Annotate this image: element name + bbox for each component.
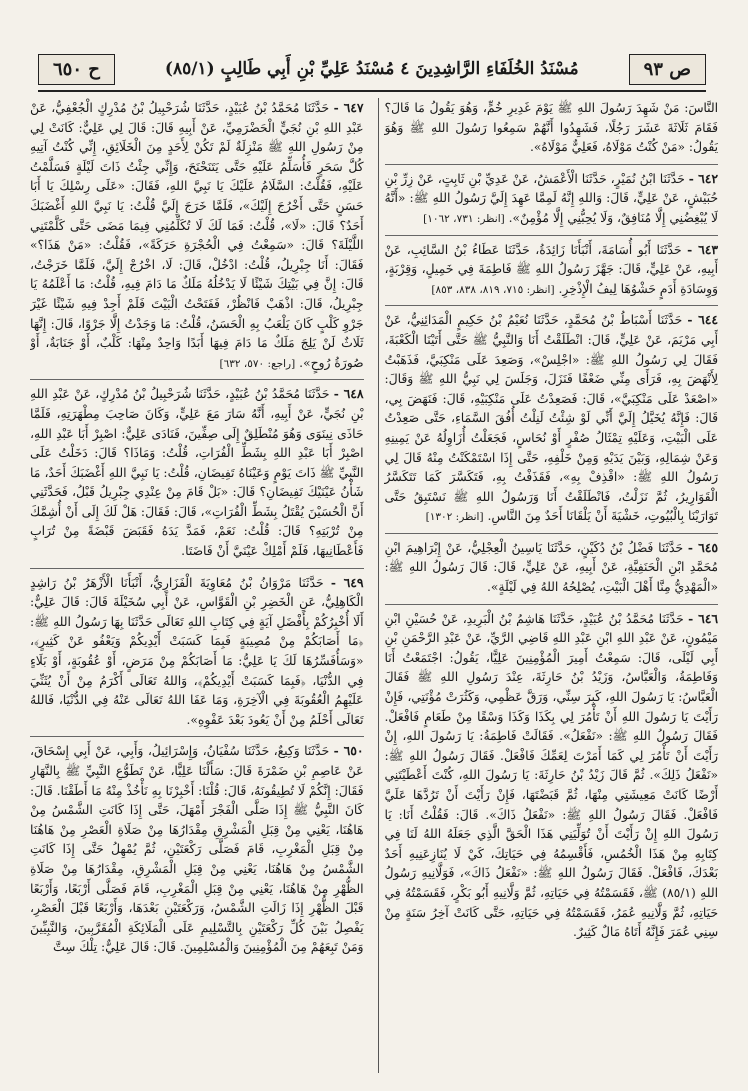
- running-title: مُسْنَدُ الخُلَفَاءِ الرَّاشِدِينَ ٤ مُسْنَدُ عَلِيِّ بْنِ أَبِي طَالِبٍ (٨٥/١): [164, 59, 579, 79]
- hadith-number: ٦٤٥ -: [687, 539, 718, 555]
- hadith-number: ٦٥٠ -: [333, 743, 364, 759]
- hadith-paragraph: [385, 235, 719, 301]
- right-column: [378, 98, 719, 1073]
- hadith-paragraph: [30, 98, 364, 374]
- hadith-text: حَدَّثَنَا ابْنُ نُمَيْرٍ، حَدَّثَنَا الْأَعْمَشُ، عَنْ عَدِيِّ بْنِ ثَابِتٍ، عَنْ زِرِّ بْنِ حُبَيْشٍ، عَنْ عَلِيٍّ، قَالَ: وَاللهِ إِنَّهُ لَمِمَّا عَهِدَ إِلَيَّ رَسُولُ اللهِ ﷺ: «أَنَّهُ لَا يُبْغِضُنِي إِلَّا مُنَافِقٌ، وَلَا يُحِبُّنِي إِلَّا مُؤْمِنٌ».: [384, 171, 718, 225]
- hadith-text: حَدَّثَنَا وَكِيعٌ، حَدَّثَنَا سُفْيَانُ، وَإِسْرَائِيلُ، وَأَبِي، عَنْ أَبِي إِسْحَاقَ، عَنْ عَاصِمِ بْنِ ضَمْرَةَ قَالَ: سَأَلْنَا عَلِيًّا، عَنْ تَطَوُّعِ النَّبِيِّ ﷺ بِالنَّهَارِ فَقَالَ: إِنَّكُمْ لَا تُطِيقُونَهُ، قَالَ: قُلْنَا: أَخْبِرْنَا بِهِ نَأْخُذْ مِنْهُ مَا أَطَقْنَا. قَالَ: كَانَ النَّبِيُّ ﷺ إِذَا صَلَّى الْفَجْرَ أَمْهَلَ، حَتَّى إِذَا كَانَتِ الشَّمْسُ مِنْ هَاهُنَا، يَعْنِي مِنْ قِبَلِ الْمَشْرِقِ مِقْدَارُهَا مِنْ صَلَاةِ الْعَصْرِ مِنْ هَاهُنَا مِنْ قِبَلِ الْمَغْرِبِ، قَامَ فَصَلَّى رَكْعَتَيْنِ، ثُمَّ يُمْهِلُ حَتَّى إِذَا كَانَتِ الشَّمْسُ مِنْ هَاهُنَا، يَعْنِي مِنْ قِبَلِ الْمَشْرِقِ، مِقْدَارُهَا مِنْ صَلَاةِ الظُّهْرِ مِنْ هَاهُنَا، يَعْنِي مِنْ قِبَلِ الْمَغْرِبِ، قَامَ فَصَلَّى أَرْبَعًا، وَأَرْبَعًا قَبْلَ الظُّهْرِ إِذَا زَالَتِ الشَّمْسُ، وَرَكْعَتَيْنِ بَعْدَهَا، وَأَرْبَعًا قَبْلَ الْعَصْرِ، يَفْصِلُ بَيْنَ كُلِّ رَكْعَتَيْنِ بِالتَّسْلِيمِ عَلَى الْمَلَائِكَةِ الْمُقَرَّبِينَ، وَالنَّبِيِّينَ وَمَنْ تَبِعَهُمْ مِنَ الْمُؤْمِنِينَ وَالْمُسْلِمِينَ. قَالَ: قَالَ عَلِيٌّ: تِلْكَ سِتَّ: [30, 744, 364, 955]
- hadith-number: ٦٤٩ -: [330, 574, 364, 590]
- hadith-number: ٦٤٣ -: [687, 241, 718, 257]
- hadith-paragraph: [30, 379, 364, 562]
- hadith-paragraph: [30, 568, 364, 732]
- hadith-number: ٦٤٢ -: [688, 170, 718, 186]
- hadith-text: حَدَّثَنَا فَضْلُ بْنُ دُكَيْنٍ، حَدَّثَنَا يَاسِينُ الْعِجْلِيُّ، عَنْ إِبْرَاهِيمَ ابْنِ مُحَمَّدِ ابْنِ الْحَنَفِيَّةِ، عَنْ أَبِيهِ، عَنْ عَلِيٍّ، قَالَ: قَالَ رَسُولُ اللهِ ﷺ: «الْمَهْدِيُّ مِنَّا أَهْلَ الْبَيْتِ، يُصْلِحُهُ اللهُ فِي لَيْلَةٍ».: [384, 540, 718, 595]
- hadith-text: حَدَّثَنَا أَبُو أُسَامَةَ، أَنْبَأَنَا زَائِدَةُ، حَدَّثَنَا عَطَاءُ بْنُ السَّائِبِ، عَنْ أَبِيهِ، عَنْ عَلِيٍّ، قَالَ: جَهَّزَ رَسُولُ اللهِ ﷺ فَاطِمَةَ فِي خَمِيلٍ، وَقِرْبَةٍ، وَوِسَادَةِ أَدَمٍ حَشْوُهَا لِيفُ الْإِذْخِرِ.: [384, 242, 718, 296]
- hadith-text: حَدَّثَنَا مُحَمَّدُ بْنُ عُبَيْدٍ، حَدَّثَنَا شُرَحْبِيلُ بْنُ مُدْرِكٍ الْجُعْفِيُّ، عَنْ عَبْدِ اللهِ بْنِ نُجَيٍّ الْحَضْرَمِيِّ، عَنْ أَبِيهِ قَالَ: قَالَ لِي عَلِيٌّ: كَانَتْ لِي مِنْ رَسُولِ اللهِ ﷺ مَنْزِلَةٌ لَمْ تَكُنْ لِأَحَدٍ مِنَ الْخَلَائِقِ، إِنِّي كُنْتُ آتِيهِ كُلَّ سَحَرٍ فَأُسَلِّمُ عَلَيْهِ حَتَّى يَتَنَحْنَحَ، وَإِنِّي جِئْتُ ذَاتَ لَيْلَةٍ فَسَلَّمْتُ عَلَيْهِ، فَقُلْتُ: السَّلَامُ عَلَيْكَ يَا نَبِيَّ اللهِ، فَقَالَ: «عَلَى رِسْلِكَ يَا أَبَا حَسَنٍ حَتَّى أَخْرُجَ إِلَيْكَ»، فَلَمَّا خَرَجَ إِلَيَّ قُلْتُ: يَا نَبِيَّ اللهِ أَغْضَبَكَ أَحَدٌ؟ قَالَ: «لَا»، قُلْتُ: فَمَا لَكَ لَا تُكَلِّمُنِي فِيمَا مَضَى حَتَّى كَلَّمْتَنِي اللَّيْلَةَ؟ قَالَ: «سَمِعْتُ فِي الْحُجْرَةِ حَرَكَةً»، فَقُلْتُ: «مَنْ هَذَا؟» فَقَالَ: أَنَا جِبْرِيلُ، قُلْتُ: ادْخُلْ، قَالَ: لَا، اخْرُجْ إِلَيَّ، فَلَمَّا خَرَجْتُ، قَالَ: إِنَّ فِي بَيْتِكَ شَيْئًا لَا يَدْخُلُهُ مَلَكٌ مَا دَامَ فِيهِ، قُلْتُ: مَا أَعْلَمُهُ يَا جِبْرِيلُ، قَالَ: اذْهَبْ فَانْظُرْ، فَفَتَحْتُ الْبَيْتَ فَلَمْ أَجِدْ فِيهِ شَيْئًا غَيْرَ جَرْوِ كَلْبٍ كَانَ يَلْعَبُ بِهِ الْحَسَنُ، قُلْتُ: مَا وَجَدْتُ إِلَّا جَرْوًا، قَالَ: إِنَّهَا ثَلَاثٌ لَنْ يَلِجَ مَلَكٌ مَا دَامَ فِيهَا أَبَدًا وَاحِدٌ مِنْهَا: كَلْبٌ، أَوْ جَنَابَةٌ، أَوْ صُورَةُ رُوحٍ».: [30, 101, 364, 370]
- hadith-paragraph: [385, 305, 719, 528]
- text-columns: [30, 98, 718, 1073]
- hadith-text: حَدَّثَنَا مُحَمَّدُ بْنُ عُبَيْدٍ، حَدَّثَنَا هَاشِمُ بْنُ الْبَرِيدِ، عَنْ حُسَيْنِ ابْنِ مَيْمُونٍ، عَنْ عَبْدِ اللهِ ابْنِ عَبْدِ اللهِ قَاضِي الرَّيِّ، عَنْ عَبْدِ الرَّحْمَنِ بْنِ أَبِي لَيْلَى، قَالَ: سَمِعْتُ أَمِيرَ الْمُؤْمِنِينَ عَلِيًّا، يَقُولُ: اجْتَمَعْتُ أَنَا وَفَاطِمَةُ، وَالْعَبَّاسُ، وَزَيْدُ بْنُ حَارِثَةَ، عِنْدَ رَسُولِ اللهِ ﷺ فَقَالَ الْعَبَّاسُ: يَا رَسُولَ اللهِ، كَبِرَ سِنِّي، وَرَقَّ عَظْمِي، وَكَثُرَتْ مُؤْنَتِي، فَإِنْ رَأَيْتَ يَا رَسُولَ اللهِ أَنْ تَأْمُرَ لِي بِكَذَا وَكَذَا وَسْقًا مِنْ طَعَامٍ فَافْعَلْ. فَقَالَ رَسُولُ اللهِ ﷺ: «نَفْعَلُ». فَقَالَتْ فَاطِمَةُ: يَا رَسُولَ اللهِ، إِنْ رَأَيْتَ أَنْ تَأْمُرَ لِي كَمَا أَمَرْتَ لِعَمِّكَ فَافْعَلْ. فَقَالَ رَسُولُ اللهِ ﷺ: «نَفْعَلُ ذَلِكَ». ثُمَّ قَالَ زَيْدُ بْنُ حَارِثَةَ: يَا رَسُولَ اللهِ، كُنْتَ أَعْطَيْتَنِي أَرْضًا كَانَتْ مَعِيشَتِي مِنْهَا، ثُمَّ قَبَضْتَهَا، فَإِنْ رَأَيْتَ أَنْ تَرُدَّهَا عَلَيَّ فَافْعَلْ. فَقَالَ رَسُولُ اللهِ ﷺ: «نَفْعَلُ ذَاكَ». قَالَ: فَقُلْتُ أَنَا: يَا رَسُولَ اللهِ إِنْ رَأَيْتَ أَنْ تُوَلِّيَنِي هَذَا الْحَقَّ الَّذِي جَعَلَهُ اللهُ لَنَا فِي كِتَابِهِ مِنْ هَذَا الْخُمُسِ، فَأَقْسِمُهُ فِي حَيَاتِكَ، كَيْ لَا يُنَازِعَنِيهِ أَحَدٌ بَعْدَكَ، فَافْعَلْ. فَقَالَ رَسُولُ اللهِ ﷺ: «نَفْعَلُ ذَاكَ»، فَوَلَّانِيهِ رَسُولُ اللهِ (٨٥/١) ﷺ، فَقَسَمْتُهُ فِي حَيَاتِهِ، ثُمَّ وَلَّانِيهِ أَبُو بَكْرٍ، فَقَسَمْتُهُ فِي حَيَاتِهِ، ثُمَّ وَلَّانِيهِ عُمَرُ، فَقَسَمْتُهُ فِي حَيَاتِهِ، حَتَّى كَانَتْ آخِرُ سَنَةٍ مِنْ سِنِي عُمَرَ فَإِنَّهُ أَتَاهُ مَالٌ كَثِيرٌ.: [384, 611, 718, 940]
- page-header: [38, 48, 706, 92]
- hadith-reference: [راجع: ٥٧٠، ٦٣٢]: [219, 357, 296, 370]
- hadith-reference: [انظر: ١٣٠٢]: [425, 511, 484, 524]
- hadith-text: حَدَّثَنَا مَرْوَانُ بْنُ مُعَاوِيَةَ الْفَزَارِيُّ، أَنْبَأَنَا الْأَزْهَرُ بْنُ رَاشِدٍ الْكَاهِلِيُّ، عَنِ الْخَضِرِ بْنِ الْقَوَّاسِ، عَنْ أَبِي سُخَيْلَةَ قَالَ: قَالَ عَلِيٌّ: أَلَا أُخْبِرُكُمْ بِأَفْضَلِ آيَةٍ فِي كِتَابِ اللهِ تَعَالَى حَدَّثَنَا بِهَا رَسُولُ اللهِ ﷺ: ﴿مَا أَصَابَكُمْ مِنْ مُصِيبَةٍ فَبِمَا كَسَبَتْ أَيْدِيكُمْ وَيَعْفُو عَنْ كَثِيرٍ﴾، «وَسَأُفَسِّرُهَا لَكَ يَا عَلِيُّ: مَا أَصَابَكُمْ مِنْ مَرَضٍ، أَوْ عُقُوبَةٍ، أَوْ بَلَاءٍ فِي الدُّنْيَا، ﴿فَبِمَا كَسَبَتْ أَيْدِيكُمْ﴾، وَاللهُ تَعَالَى أَكْرَمُ مِنْ أَنْ يُثَنِّيَ عَلَيْهِمُ الْعُقُوبَةَ فِي الْآخِرَةِ، وَمَا عَفَا اللهُ تَعَالَى عَنْهُ فِي الدُّنْيَا، فَاللهُ تَعَالَى أَحْلَمُ مِنْ أَنْ يَعُودَ بَعْدَ عَفْوِهِ».: [30, 575, 364, 727]
- hadith-reference: [انظر: ٧١٥، ٨١٩، ٨٣٨، ٨٥٣]: [431, 283, 555, 296]
- hadith-number: ٦٤٦ -: [688, 610, 718, 626]
- hadith-paragraph: [385, 604, 719, 944]
- hadith-number: ٦٤٧ -: [333, 100, 364, 115]
- hadith-paragraph: [385, 98, 719, 159]
- hadith-text: حَدَّثَنَا مُحَمَّدُ بْنُ عُبَيْدٍ، حَدَّثَنَا شُرَحْبِيلُ بْنُ مُدْرِكٍ، عَنْ عَبْدِ اللهِ بْنِ نُجَيٍّ، عَنْ أَبِيهِ، أَنَّهُ سَارَ مَعَ عَلِيٍّ، وَكَانَ صَاحِبَ مِطْهَرَتِهِ، فَلَمَّا حَاذَى نِينَوَى وَهُوَ مُنْطَلِقٌ إِلَى صِفِّينَ، فَنَادَى عَلِيٌّ: اصْبِرْ أَبَا عَبْدِ اللهِ، اصْبِرْ أَبَا عَبْدِ اللهِ بِشَطِّ الْفُرَاتِ، قُلْتُ: وَمَاذَا؟ قَالَ: دَخَلْتُ عَلَى النَّبِيِّ ﷺ ذَاتَ يَوْمٍ وَعَيْنَاهُ تَفِيضَانِ، قُلْتُ: يَا نَبِيَّ اللهِ أَغْضَبَكَ أَحَدٌ، مَا شَأْنُ عَيْنَيْكَ تَفِيضَانِ؟ قَالَ: «بَلْ قَامَ مِنْ عِنْدِي جِبْرِيلُ قَبْلُ، فَحَدَّثَنِي أَنَّ الْحُسَيْنَ يُقْتَلُ بِشَطِّ الْفُرَاتِ»، قَالَ: فَقَالَ: هَلْ لَكَ إِلَى أَنْ أُشِمَّكَ مِنْ تُرْبَتِهِ؟ قَالَ: قُلْتُ: نَعَمْ، فَمَدَّ يَدَهُ فَقَبَضَ قَبْضَةً مِنْ تُرَابٍ فَأَعْطَانِيهَا، فَلَمْ أَمْلِكْ عَيْنَيَّ أَنْ فَاضَتَا.: [30, 387, 364, 559]
- hadith-reference: [انظر: ٧٣١، ١٠٦٢]: [423, 212, 505, 225]
- hadith-number: ٦٤٤ -: [687, 312, 718, 328]
- hadith-paragraph: [385, 164, 719, 230]
- hadith-paragraph: [30, 736, 364, 959]
- hadith-range: ح ٦٥٠: [38, 54, 115, 85]
- hadith-text: النَّاسَ: مَنْ شَهِدَ رَسُولَ اللهِ ﷺ يَوْمَ غَدِيرِ خُمٍّ، وَهُوَ يَقُولُ مَا قَالَ؟ فَقَامَ ثَلَاثَةَ عَشَرَ رَجُلًا، فَشَهِدُوا أَنَّهُمْ سَمِعُوا رَسُولَ اللهِ ﷺ وَهُوَ يَقُولُ: «مَنْ كُنْتُ مَوْلَاهُ، فَعَلِيٌّ مَوْلَاهُ».: [384, 101, 718, 155]
- hadith-text: حَدَّثَنَا أَسْبَاطُ بْنُ مُحَمَّدٍ، حَدَّثَنَا نُعَيْمُ بْنُ حَكِيمٍ الْمَدَائِنِيُّ، عَنْ أَبِي مَرْيَمَ، عَنْ عَلِيٍّ، قَالَ: انْطَلَقْتُ أَنَا وَالنَّبِيُّ ﷺ حَتَّى أَتَيْنَا الْكَعْبَةَ، فَقَالَ لِي رَسُولُ اللهِ ﷺ: «اجْلِسْ»، وَصَعِدَ عَلَى مَنْكِبَيَّ، فَذَهَبْتُ لِأَنْهَضَ بِهِ، فَرَأَى مِنِّي ضَعْفًا فَنَزَلَ، وَجَلَسَ لِي نَبِيُّ اللهِ ﷺ وَقَالَ: «اصْعَدْ عَلَى مَنْكِبَيَّ»، قَالَ: فَصَعِدْتُ عَلَى مَنْكِبَيْهِ، قَالَ: فَنَهَضَ بِي، قَالَ: فَإِنَّهُ يُخَيَّلُ إِلَيَّ أَنِّي لَوْ شِئْتُ لَنِلْتُ أُفُقَ السَّمَاءِ، حَتَّى صَعِدْتُ عَلَى الْبَيْتِ، وَعَلَيْهِ تِمْثَالُ صُفْرٍ أَوْ نُحَاسٍ، فَجَعَلْتُ أُزَاوِلُهُ عَنْ يَمِينِهِ وَعَنْ شِمَالِهِ، وَبَيْنَ يَدَيْهِ وَمِنْ خَلْفِهِ، حَتَّى إِذَا اسْتَمْكَنْتُ مِنْهُ قَالَ لِي رَسُولُ اللهِ ﷺ: «اقْذِفْ بِهِ»، فَقَذَفْتُ بِهِ، فَتَكَسَّرَ كَمَا تَتَكَسَّرُ الْقَوَارِيرُ، ثُمَّ نَزَلْتُ، فَانْطَلَقْتُ أَنَا وَرَسُولُ اللهِ ﷺ نَسْتَبِقُ حَتَّى تَوَارَيْنَا بِالْبُيُوتِ، خَشْيَةَ أَنْ يَلْقَانَا أَحَدٌ مِنَ النَّاسِ.: [384, 313, 718, 524]
- page-number: ص ٩٣: [629, 54, 706, 85]
- left-column: [30, 98, 364, 1073]
- hadith-number: ٦٤٨ -: [333, 386, 364, 402]
- hadith-paragraph: [385, 533, 719, 599]
